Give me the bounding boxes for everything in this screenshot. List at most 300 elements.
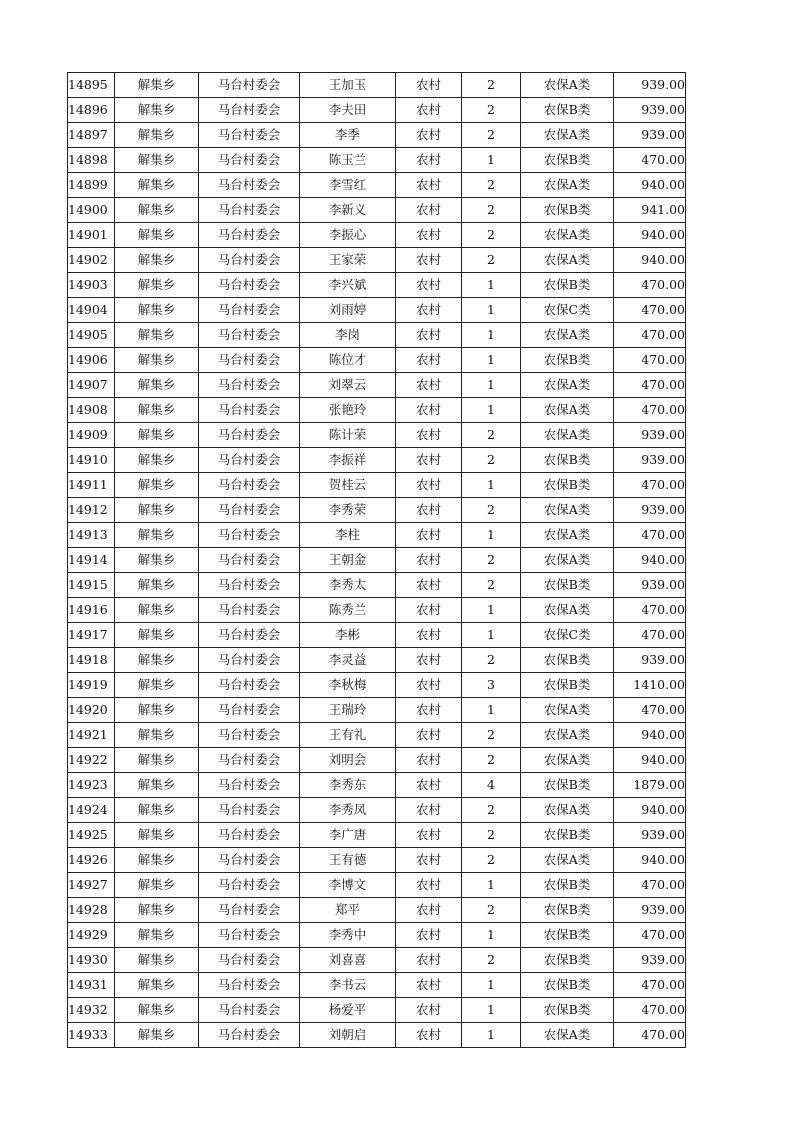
record-id-cell: 14923 — [68, 773, 115, 798]
person-name-cell: 刘雨婷 — [300, 298, 396, 323]
record-id-cell: 14907 — [68, 373, 115, 398]
village-committee-cell: 马台村委会 — [199, 98, 300, 123]
person-name-cell: 王家荣 — [300, 248, 396, 273]
table-row — [68, 123, 686, 148]
insurance-category-cell: 农保B类 — [521, 448, 614, 473]
village-committee-cell: 马台村委会 — [199, 523, 300, 548]
insurance-category-cell: 农保A类 — [521, 798, 614, 823]
area-type-cell: 农村 — [396, 723, 462, 748]
amount-cell: 941.00 — [614, 198, 686, 223]
amount-cell: 939.00 — [614, 898, 686, 923]
area-type-cell: 农村 — [396, 373, 462, 398]
area-type-cell: 农村 — [396, 248, 462, 273]
record-id-cell: 14903 — [68, 273, 115, 298]
table-row — [68, 198, 686, 223]
area-type-cell: 农村 — [396, 423, 462, 448]
household-count-cell: 4 — [462, 773, 521, 798]
village-committee-cell: 马台村委会 — [199, 923, 300, 948]
insurance-category-cell: 农保A类 — [521, 698, 614, 723]
amount-cell: 1410.00 — [614, 673, 686, 698]
amount-cell: 470.00 — [614, 698, 686, 723]
area-type-cell: 农村 — [396, 798, 462, 823]
area-type-cell: 农村 — [396, 873, 462, 898]
table-row — [68, 298, 686, 323]
household-count-cell: 1 — [462, 623, 521, 648]
amount-cell: 940.00 — [614, 223, 686, 248]
table-row — [68, 773, 686, 798]
township-cell: 解集乡 — [115, 473, 199, 498]
insurance-category-cell: 农保A类 — [521, 723, 614, 748]
area-type-cell: 农村 — [396, 448, 462, 473]
insurance-category-cell: 农保A类 — [521, 848, 614, 873]
household-count-cell: 1 — [462, 148, 521, 173]
insurance-category-cell: 农保A类 — [521, 398, 614, 423]
person-name-cell: 李兴斌 — [300, 273, 396, 298]
village-committee-cell: 马台村委会 — [199, 148, 300, 173]
household-count-cell: 1 — [462, 473, 521, 498]
village-committee-cell: 马台村委会 — [199, 298, 300, 323]
township-cell: 解集乡 — [115, 798, 199, 823]
area-type-cell: 农村 — [396, 948, 462, 973]
table-row — [68, 923, 686, 948]
person-name-cell: 杨爱平 — [300, 998, 396, 1023]
village-committee-cell: 马台村委会 — [199, 723, 300, 748]
village-committee-cell: 马台村委会 — [199, 573, 300, 598]
table-row — [68, 273, 686, 298]
table-row — [68, 498, 686, 523]
record-id-cell: 14916 — [68, 598, 115, 623]
person-name-cell: 李秀荣 — [300, 498, 396, 523]
person-name-cell: 刘翠云 — [300, 373, 396, 398]
person-name-cell: 李彬 — [300, 623, 396, 648]
village-committee-cell: 马台村委会 — [199, 198, 300, 223]
household-count-cell: 2 — [462, 573, 521, 598]
record-id-cell: 14897 — [68, 123, 115, 148]
household-count-cell: 2 — [462, 198, 521, 223]
township-cell: 解集乡 — [115, 1023, 199, 1048]
area-type-cell: 农村 — [396, 348, 462, 373]
amount-cell: 939.00 — [614, 498, 686, 523]
insurance-category-cell: 农保A类 — [521, 173, 614, 198]
household-count-cell: 1 — [462, 873, 521, 898]
person-name-cell: 陈计荣 — [300, 423, 396, 448]
person-name-cell: 李博文 — [300, 873, 396, 898]
village-committee-cell: 马台村委会 — [199, 273, 300, 298]
township-cell: 解集乡 — [115, 848, 199, 873]
record-id-cell: 14928 — [68, 898, 115, 923]
household-count-cell: 2 — [462, 123, 521, 148]
table-row — [68, 323, 686, 348]
amount-cell: 470.00 — [614, 298, 686, 323]
amount-cell: 939.00 — [614, 448, 686, 473]
village-committee-cell: 马台村委会 — [199, 323, 300, 348]
township-cell: 解集乡 — [115, 298, 199, 323]
table-row — [68, 973, 686, 998]
household-count-cell: 2 — [462, 423, 521, 448]
person-name-cell: 李秀太 — [300, 573, 396, 598]
record-id-cell: 14904 — [68, 298, 115, 323]
household-count-cell: 1 — [462, 1023, 521, 1048]
insurance-category-cell: 农保B类 — [521, 648, 614, 673]
record-id-cell: 14913 — [68, 523, 115, 548]
amount-cell: 470.00 — [614, 148, 686, 173]
area-type-cell: 农村 — [396, 398, 462, 423]
township-cell: 解集乡 — [115, 898, 199, 923]
village-committee-cell: 马台村委会 — [199, 123, 300, 148]
person-name-cell: 李新义 — [300, 198, 396, 223]
record-id-cell: 14919 — [68, 673, 115, 698]
insurance-category-cell: 农保B类 — [521, 973, 614, 998]
record-id-cell: 14931 — [68, 973, 115, 998]
township-cell: 解集乡 — [115, 248, 199, 273]
amount-cell: 939.00 — [614, 73, 686, 98]
insurance-category-cell: 农保A类 — [521, 248, 614, 273]
household-count-cell: 1 — [462, 698, 521, 723]
household-count-cell: 2 — [462, 723, 521, 748]
table-row — [68, 248, 686, 273]
person-name-cell: 陈玉兰 — [300, 148, 396, 173]
record-id-cell: 14927 — [68, 873, 115, 898]
insurance-category-cell: 农保B类 — [521, 823, 614, 848]
area-type-cell: 农村 — [396, 848, 462, 873]
village-committee-cell: 马台村委会 — [199, 548, 300, 573]
area-type-cell: 农村 — [396, 923, 462, 948]
township-cell: 解集乡 — [115, 548, 199, 573]
household-count-cell: 1 — [462, 398, 521, 423]
area-type-cell: 农村 — [396, 498, 462, 523]
table-row — [68, 223, 686, 248]
record-id-cell: 14930 — [68, 948, 115, 973]
area-type-cell: 农村 — [396, 998, 462, 1023]
amount-cell: 940.00 — [614, 798, 686, 823]
township-cell: 解集乡 — [115, 273, 199, 298]
table-row — [68, 948, 686, 973]
table-row — [68, 698, 686, 723]
record-id-cell: 14906 — [68, 348, 115, 373]
amount-cell: 470.00 — [614, 1023, 686, 1048]
amount-cell: 939.00 — [614, 823, 686, 848]
village-committee-cell: 马台村委会 — [199, 473, 300, 498]
person-name-cell: 李岗 — [300, 323, 396, 348]
record-id-cell: 14900 — [68, 198, 115, 223]
household-count-cell: 2 — [462, 798, 521, 823]
insurance-category-cell: 农保A类 — [521, 373, 614, 398]
insurance-category-cell: 农保B类 — [521, 923, 614, 948]
record-id-cell: 14895 — [68, 73, 115, 98]
household-count-cell: 1 — [462, 598, 521, 623]
amount-cell: 939.00 — [614, 573, 686, 598]
household-count-cell: 1 — [462, 273, 521, 298]
table-row — [68, 748, 686, 773]
household-count-cell: 2 — [462, 948, 521, 973]
area-type-cell: 农村 — [396, 548, 462, 573]
household-count-cell: 2 — [462, 898, 521, 923]
township-cell: 解集乡 — [115, 398, 199, 423]
record-id-cell: 14911 — [68, 473, 115, 498]
amount-cell: 940.00 — [614, 173, 686, 198]
insurance-category-cell: 农保B类 — [521, 198, 614, 223]
insurance-category-cell: 农保A类 — [521, 223, 614, 248]
township-cell: 解集乡 — [115, 673, 199, 698]
table-row — [68, 823, 686, 848]
record-id-cell: 14901 — [68, 223, 115, 248]
amount-cell: 470.00 — [614, 273, 686, 298]
area-type-cell: 农村 — [396, 198, 462, 223]
village-committee-cell: 马台村委会 — [199, 673, 300, 698]
area-type-cell: 农村 — [396, 573, 462, 598]
area-type-cell: 农村 — [396, 598, 462, 623]
household-count-cell: 1 — [462, 523, 521, 548]
person-name-cell: 李振心 — [300, 223, 396, 248]
area-type-cell: 农村 — [396, 148, 462, 173]
insurance-category-cell: 农保A类 — [521, 523, 614, 548]
table-row — [68, 73, 686, 98]
person-name-cell: 李振祥 — [300, 448, 396, 473]
household-count-cell: 1 — [462, 923, 521, 948]
area-type-cell: 农村 — [396, 898, 462, 923]
village-committee-cell: 马台村委会 — [199, 398, 300, 423]
record-id-cell: 14908 — [68, 398, 115, 423]
township-cell: 解集乡 — [115, 73, 199, 98]
table-row — [68, 798, 686, 823]
household-count-cell: 2 — [462, 748, 521, 773]
household-count-cell: 2 — [462, 823, 521, 848]
insurance-category-cell: 农保B类 — [521, 673, 614, 698]
insurance-category-cell: 农保C类 — [521, 623, 614, 648]
person-name-cell: 李书云 — [300, 973, 396, 998]
township-cell: 解集乡 — [115, 823, 199, 848]
township-cell: 解集乡 — [115, 223, 199, 248]
record-id-cell: 14899 — [68, 173, 115, 198]
table-row — [68, 98, 686, 123]
table-row — [68, 373, 686, 398]
household-count-cell: 1 — [462, 998, 521, 1023]
record-id-cell: 14920 — [68, 698, 115, 723]
township-cell: 解集乡 — [115, 448, 199, 473]
area-type-cell: 农村 — [396, 623, 462, 648]
area-type-cell: 农村 — [396, 673, 462, 698]
table-row — [68, 873, 686, 898]
village-committee-cell: 马台村委会 — [199, 873, 300, 898]
person-name-cell: 贺桂云 — [300, 473, 396, 498]
record-id-cell: 14918 — [68, 648, 115, 673]
household-count-cell: 2 — [462, 548, 521, 573]
area-type-cell: 农村 — [396, 773, 462, 798]
township-cell: 解集乡 — [115, 123, 199, 148]
beneficiary-table — [67, 72, 686, 1048]
area-type-cell: 农村 — [396, 648, 462, 673]
insurance-category-cell: 农保B类 — [521, 148, 614, 173]
record-id-cell: 14915 — [68, 573, 115, 598]
township-cell: 解集乡 — [115, 598, 199, 623]
area-type-cell: 农村 — [396, 123, 462, 148]
person-name-cell: 王朝金 — [300, 548, 396, 573]
person-name-cell: 王有德 — [300, 848, 396, 873]
person-name-cell: 李秀中 — [300, 923, 396, 948]
table-row — [68, 523, 686, 548]
insurance-category-cell: 农保A类 — [521, 423, 614, 448]
record-id-cell: 14933 — [68, 1023, 115, 1048]
document-page — [67, 72, 686, 1048]
household-count-cell: 1 — [462, 973, 521, 998]
table-row — [68, 848, 686, 873]
household-count-cell: 1 — [462, 373, 521, 398]
area-type-cell: 农村 — [396, 523, 462, 548]
insurance-category-cell: 农保A类 — [521, 548, 614, 573]
household-count-cell: 1 — [462, 298, 521, 323]
township-cell: 解集乡 — [115, 573, 199, 598]
person-name-cell: 刘喜喜 — [300, 948, 396, 973]
person-name-cell: 郑平 — [300, 898, 396, 923]
township-cell: 解集乡 — [115, 873, 199, 898]
area-type-cell: 农村 — [396, 298, 462, 323]
table-row — [68, 673, 686, 698]
table-body — [68, 73, 686, 1048]
record-id-cell: 14905 — [68, 323, 115, 348]
township-cell: 解集乡 — [115, 148, 199, 173]
household-count-cell: 2 — [462, 98, 521, 123]
table-row — [68, 1023, 686, 1048]
amount-cell: 470.00 — [614, 323, 686, 348]
table-row — [68, 723, 686, 748]
insurance-category-cell: 农保C类 — [521, 298, 614, 323]
household-count-cell: 2 — [462, 73, 521, 98]
township-cell: 解集乡 — [115, 773, 199, 798]
insurance-category-cell: 农保B类 — [521, 948, 614, 973]
amount-cell: 470.00 — [614, 348, 686, 373]
insurance-category-cell: 农保B类 — [521, 898, 614, 923]
village-committee-cell: 马台村委会 — [199, 1023, 300, 1048]
village-committee-cell: 马台村委会 — [199, 598, 300, 623]
amount-cell: 470.00 — [614, 973, 686, 998]
amount-cell: 939.00 — [614, 948, 686, 973]
township-cell: 解集乡 — [115, 523, 199, 548]
record-id-cell: 14926 — [68, 848, 115, 873]
township-cell: 解集乡 — [115, 973, 199, 998]
amount-cell: 470.00 — [614, 873, 686, 898]
person-name-cell: 刘明会 — [300, 748, 396, 773]
village-committee-cell: 马台村委会 — [199, 173, 300, 198]
record-id-cell: 14912 — [68, 498, 115, 523]
record-id-cell: 14914 — [68, 548, 115, 573]
amount-cell: 940.00 — [614, 848, 686, 873]
insurance-category-cell: 农保B类 — [521, 473, 614, 498]
insurance-category-cell: 农保A类 — [521, 498, 614, 523]
insurance-category-cell: 农保B类 — [521, 773, 614, 798]
household-count-cell: 2 — [462, 173, 521, 198]
village-committee-cell: 马台村委会 — [199, 498, 300, 523]
table-row — [68, 148, 686, 173]
table-row — [68, 648, 686, 673]
household-count-cell: 2 — [462, 223, 521, 248]
person-name-cell: 陈位才 — [300, 348, 396, 373]
table-row — [68, 623, 686, 648]
village-committee-cell: 马台村委会 — [199, 998, 300, 1023]
area-type-cell: 农村 — [396, 473, 462, 498]
insurance-category-cell: 农保B类 — [521, 348, 614, 373]
person-name-cell: 王瑞玲 — [300, 698, 396, 723]
township-cell: 解集乡 — [115, 98, 199, 123]
record-id-cell: 14898 — [68, 148, 115, 173]
insurance-category-cell: 农保B类 — [521, 98, 614, 123]
amount-cell: 470.00 — [614, 998, 686, 1023]
insurance-category-cell: 农保A类 — [521, 748, 614, 773]
township-cell: 解集乡 — [115, 173, 199, 198]
household-count-cell: 1 — [462, 348, 521, 373]
table-row — [68, 398, 686, 423]
household-count-cell: 2 — [462, 498, 521, 523]
amount-cell: 940.00 — [614, 248, 686, 273]
person-name-cell: 刘朝启 — [300, 1023, 396, 1048]
insurance-category-cell: 农保A类 — [521, 323, 614, 348]
village-committee-cell: 马台村委会 — [199, 248, 300, 273]
record-id-cell: 14924 — [68, 798, 115, 823]
person-name-cell: 李柱 — [300, 523, 396, 548]
record-id-cell: 14917 — [68, 623, 115, 648]
township-cell: 解集乡 — [115, 923, 199, 948]
village-committee-cell: 马台村委会 — [199, 448, 300, 473]
table-row — [68, 573, 686, 598]
village-committee-cell: 马台村委会 — [199, 698, 300, 723]
area-type-cell: 农村 — [396, 273, 462, 298]
table-row — [68, 423, 686, 448]
record-id-cell: 14929 — [68, 923, 115, 948]
amount-cell: 939.00 — [614, 423, 686, 448]
village-committee-cell: 马台村委会 — [199, 948, 300, 973]
area-type-cell: 农村 — [396, 223, 462, 248]
insurance-category-cell: 农保B类 — [521, 273, 614, 298]
village-committee-cell: 马台村委会 — [199, 623, 300, 648]
household-count-cell: 1 — [462, 323, 521, 348]
amount-cell: 940.00 — [614, 723, 686, 748]
person-name-cell: 李季 — [300, 123, 396, 148]
township-cell: 解集乡 — [115, 723, 199, 748]
insurance-category-cell: 农保B类 — [521, 873, 614, 898]
amount-cell: 939.00 — [614, 123, 686, 148]
village-committee-cell: 马台村委会 — [199, 823, 300, 848]
area-type-cell: 农村 — [396, 98, 462, 123]
insurance-category-cell: 农保A类 — [521, 1023, 614, 1048]
village-committee-cell: 马台村委会 — [199, 773, 300, 798]
table-row — [68, 998, 686, 1023]
person-name-cell: 张艳玲 — [300, 398, 396, 423]
record-id-cell: 14921 — [68, 723, 115, 748]
township-cell: 解集乡 — [115, 698, 199, 723]
township-cell: 解集乡 — [115, 323, 199, 348]
person-name-cell: 李秋梅 — [300, 673, 396, 698]
person-name-cell: 李灵益 — [300, 648, 396, 673]
table-row — [68, 598, 686, 623]
table-row — [68, 448, 686, 473]
amount-cell: 940.00 — [614, 548, 686, 573]
insurance-category-cell: 农保B类 — [521, 573, 614, 598]
table-row — [68, 173, 686, 198]
person-name-cell: 李秀东 — [300, 773, 396, 798]
insurance-category-cell: 农保B类 — [521, 998, 614, 1023]
amount-cell: 1879.00 — [614, 773, 686, 798]
area-type-cell: 农村 — [396, 1023, 462, 1048]
township-cell: 解集乡 — [115, 748, 199, 773]
township-cell: 解集乡 — [115, 498, 199, 523]
village-committee-cell: 马台村委会 — [199, 73, 300, 98]
household-count-cell: 3 — [462, 673, 521, 698]
amount-cell: 939.00 — [614, 648, 686, 673]
township-cell: 解集乡 — [115, 948, 199, 973]
person-name-cell: 李雪红 — [300, 173, 396, 198]
record-id-cell: 14896 — [68, 98, 115, 123]
amount-cell: 470.00 — [614, 923, 686, 948]
village-committee-cell: 马台村委会 — [199, 348, 300, 373]
